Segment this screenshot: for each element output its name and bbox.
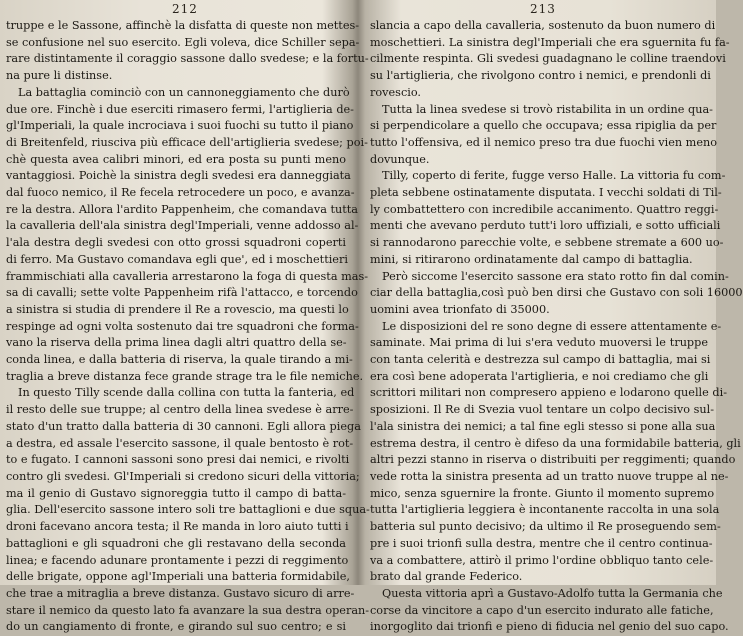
text-line: sa di cavalli; sette volte Pappenheim rifà l'attacco, e torcendo (6, 286, 358, 300)
text-line: vantaggiosi. Poichè la sinistra degli svedesi era danneggiata (6, 169, 351, 183)
text-line: glia. Dell'esercito sassone intero soli tre battaglioni e due squa- (6, 503, 370, 517)
text-line: tutta l'artiglieria leggiera è incontanente raccolta in una sola (370, 503, 720, 517)
text-line: delle brigate, oppone agl'Imperiali una batteria formidabile, (6, 570, 350, 584)
text-line: chè questa avea calibri minori, ed era posta su punti meno (6, 152, 346, 166)
text-line: corse da vincitore a capo d'un esercito indurato alle fatiche, (370, 603, 714, 617)
text-line: se confusione nel suo esercito. Egli voleva, dice Schiller sepa- (6, 35, 360, 49)
text-line: contro gli svedesi. Gl'Imperiali si credono sicuri della vittoria; (6, 469, 360, 483)
text-line: vano la riserva della prima linea dagli altri quattro della se- (6, 336, 347, 350)
text-line: truppe e le Sassone, affinchè la disfatta di queste non mettes- (6, 19, 360, 32)
right-page-number: 213 (530, 2, 556, 16)
text-line: vede rotta la sinistra presenta ad un tratto nuove truppe al ne- (370, 469, 729, 483)
text-line: droni facevano ancora testa; il Re manda in loro aiuto tutti i (6, 520, 349, 534)
text-line: slancia a capo della cavalleria, sostenuto da buon numero di (370, 19, 716, 32)
text-line: Questa vittoria aprì a Gustavo-Adolfo tutta la Germania che (382, 586, 723, 600)
text-line: respinge ad ogni volta sostenuto dai tre squadroni che forma- (6, 319, 359, 333)
text-line: tutto l'offensiva, ed il nemico preso tra due fuochi vien meno (370, 135, 718, 149)
text-line: dal fuoco nemico, il Re fecela retrocedere un poco, e avanza- (6, 186, 355, 200)
text-line: saminate. Mai prima di lui s'era veduto muoversi le truppe (370, 336, 708, 350)
text-line: ciar della battaglia,così può ben dirsi che Gustavo con soli 16000 (370, 286, 743, 300)
text-line: l'ala sinistra dei nemici; a tal fine egli stesso si pone alla sua (370, 419, 716, 433)
text-line: brato dal grande Federico. (370, 570, 523, 584)
text-line: va a combattere, attirò il primo l'ordine obbliquo tanto cele- (370, 553, 714, 567)
text-line: moschettieri. La sinistra degl'Imperiali che era sguernita fu fa- (370, 35, 730, 49)
text-line: to e fugato. I cannoni sassoni sono presi dai nemici, e rivolti (6, 453, 350, 467)
text-line: inorgoglito dai trionfi e pieno di fiducia nel genio del suo capo. (370, 620, 729, 634)
text-line: linea; e facendo adunare prontamente i pezzi di reggimento (6, 553, 349, 567)
text-line: a sinistra si studia di prendere il Re a rovescio, ma questi lo (6, 302, 349, 316)
text-line: Tutta la linea svedese si trovò ristabilita in un ordine qua- (382, 102, 713, 116)
text-line: Le disposizioni del re sono degne di essere attentamente e- (382, 319, 722, 333)
text-line: su l'artiglieria, che rivolgono contro i nemici, e prendonli di (370, 69, 711, 83)
text-line: scrittori militari non compresero appieno e lodarono quelle di- (370, 386, 727, 400)
text-line: pre i suoi trionfi sulla destra, mentre che il centro continua- (370, 536, 713, 550)
text-line: cilmente respinta. Gli svedesi guadagnano le colline traendovi (370, 52, 726, 66)
text-line: la cavalleria dell'ala sinistra degl'Imperiali, venne addosso al- (6, 219, 359, 233)
text-line: na pure li distinse. (6, 69, 113, 83)
text-line: di Breitenfeld, riusciva più efficace dell'artiglieria svedese; poi- (6, 135, 368, 149)
text-line: do un cangiamento di fronte, e girando sul suo centro; e si (6, 620, 346, 634)
text-line: uomini avea trionfato di 35000. (370, 302, 550, 316)
text-line: La battaglia cominciò con un cannoneggiamento che durò (18, 85, 350, 99)
text-line: pleta sebbene ostinatamente disputata. I vecchi soldati di Til- (370, 186, 722, 200)
text-line: rovescio. (370, 85, 421, 99)
text-line: ma il genio di Gustavo signoreggia tutto il campo di batta- (6, 486, 346, 500)
left-page-text (6, 18, 370, 636)
right-page-text (370, 18, 743, 636)
text-line: traglia a breve distanza fece grande strage tra le file nemiche. (6, 369, 364, 383)
text-line: altri pezzi stanno in riserva o distribuiti per reggimenti; quando (370, 453, 736, 467)
text-line: si rannodarono parecchie volte, e sebbene stremate a 600 uo- (370, 236, 724, 250)
text-line: re la destra. Allora l'ardito Pappenheim, che comandava tutta (6, 202, 359, 216)
text-line: si perpendicolare a quello che occupava; essa ripiglia da per (370, 119, 717, 133)
text-line: era così bene adoperata l'artiglieria, e noi crediamo che gli (370, 369, 709, 383)
left-page-number: 212 (172, 2, 198, 16)
text-line: che trae a mitraglia a breve distanza. Gustavo sicuro di arre- (6, 586, 355, 600)
text-line: il resto delle sue truppe; al centro della linea svedese è arre- (6, 403, 354, 417)
right-page (362, 0, 743, 634)
text-line: Però siccome l'esercito sassone era stato rotto fin dal comin- (382, 269, 729, 283)
text-line: gl'Imperiali, la quale incrociava i suoi fuochi su tutto il piano (6, 119, 354, 133)
text-line: di ferro. Ma Gustavo comandava egli que', ed i moschettieri (6, 252, 348, 266)
text-line: con tanta celerità e destrezza sul campo di battaglia, mai si (370, 353, 711, 367)
text-line: due ore. Finchè i due eserciti rimasero fermi, l'artiglieria de- (6, 102, 354, 116)
text-line: mini, si ritirarono ordinatamente dal campo di battaglia. (370, 252, 693, 266)
text-line: stare il nemico da questo lato fa avanzare la sua destra operan- (6, 603, 370, 617)
text-line: mico, senza sguernire la fronte. Giunto il momento supremo (370, 486, 715, 500)
text-line: batteria sul punto decisivo; da ultimo il Re proseguendo sem- (370, 520, 721, 534)
text-line: rare distintamente il coraggio sassone dallo svedese; e la fortu- (6, 52, 369, 66)
text-line: l'ala destra degli svedesi con otto grossi squadroni coperti (6, 236, 346, 250)
text-line: Tilly, coperto di ferite, fugge verso Halle. La vittoria fu com- (382, 169, 726, 183)
text-line: battaglioni e gli squadroni che gli restavano della seconda (6, 536, 346, 550)
text-line: ly combattettero con incredibile accanimento. Quattro reggi- (370, 202, 719, 216)
text-line: sposizioni. Il Re di Svezia vuol tentare un colpo decisivo sul- (370, 403, 714, 417)
text-line: frammischiati alla cavalleria arrestarono la foga di questa mas- (6, 269, 369, 283)
text-line: In questo Tilly scende dalla collina con tutta la fanteria, ed (18, 386, 355, 400)
text-line: a destra, ed assale l'esercito sassone, il quale bentosto è rot- (6, 436, 354, 450)
left-page (0, 0, 370, 634)
text-line: menti che avevano perduto tutt'i loro uffiziali, e sotto ufficiali (370, 219, 721, 233)
text-line: estrema destra, il centro è difeso da una formidabile batteria, gli (370, 436, 741, 450)
text-line: conda linea, e dalla batteria di riserva, la quale tirando a mi- (6, 353, 353, 367)
text-line: stato d'un tratto dalla batteria di 30 cannoni. Egli allora piega (6, 419, 361, 433)
text-line: dovunque. (370, 152, 430, 166)
